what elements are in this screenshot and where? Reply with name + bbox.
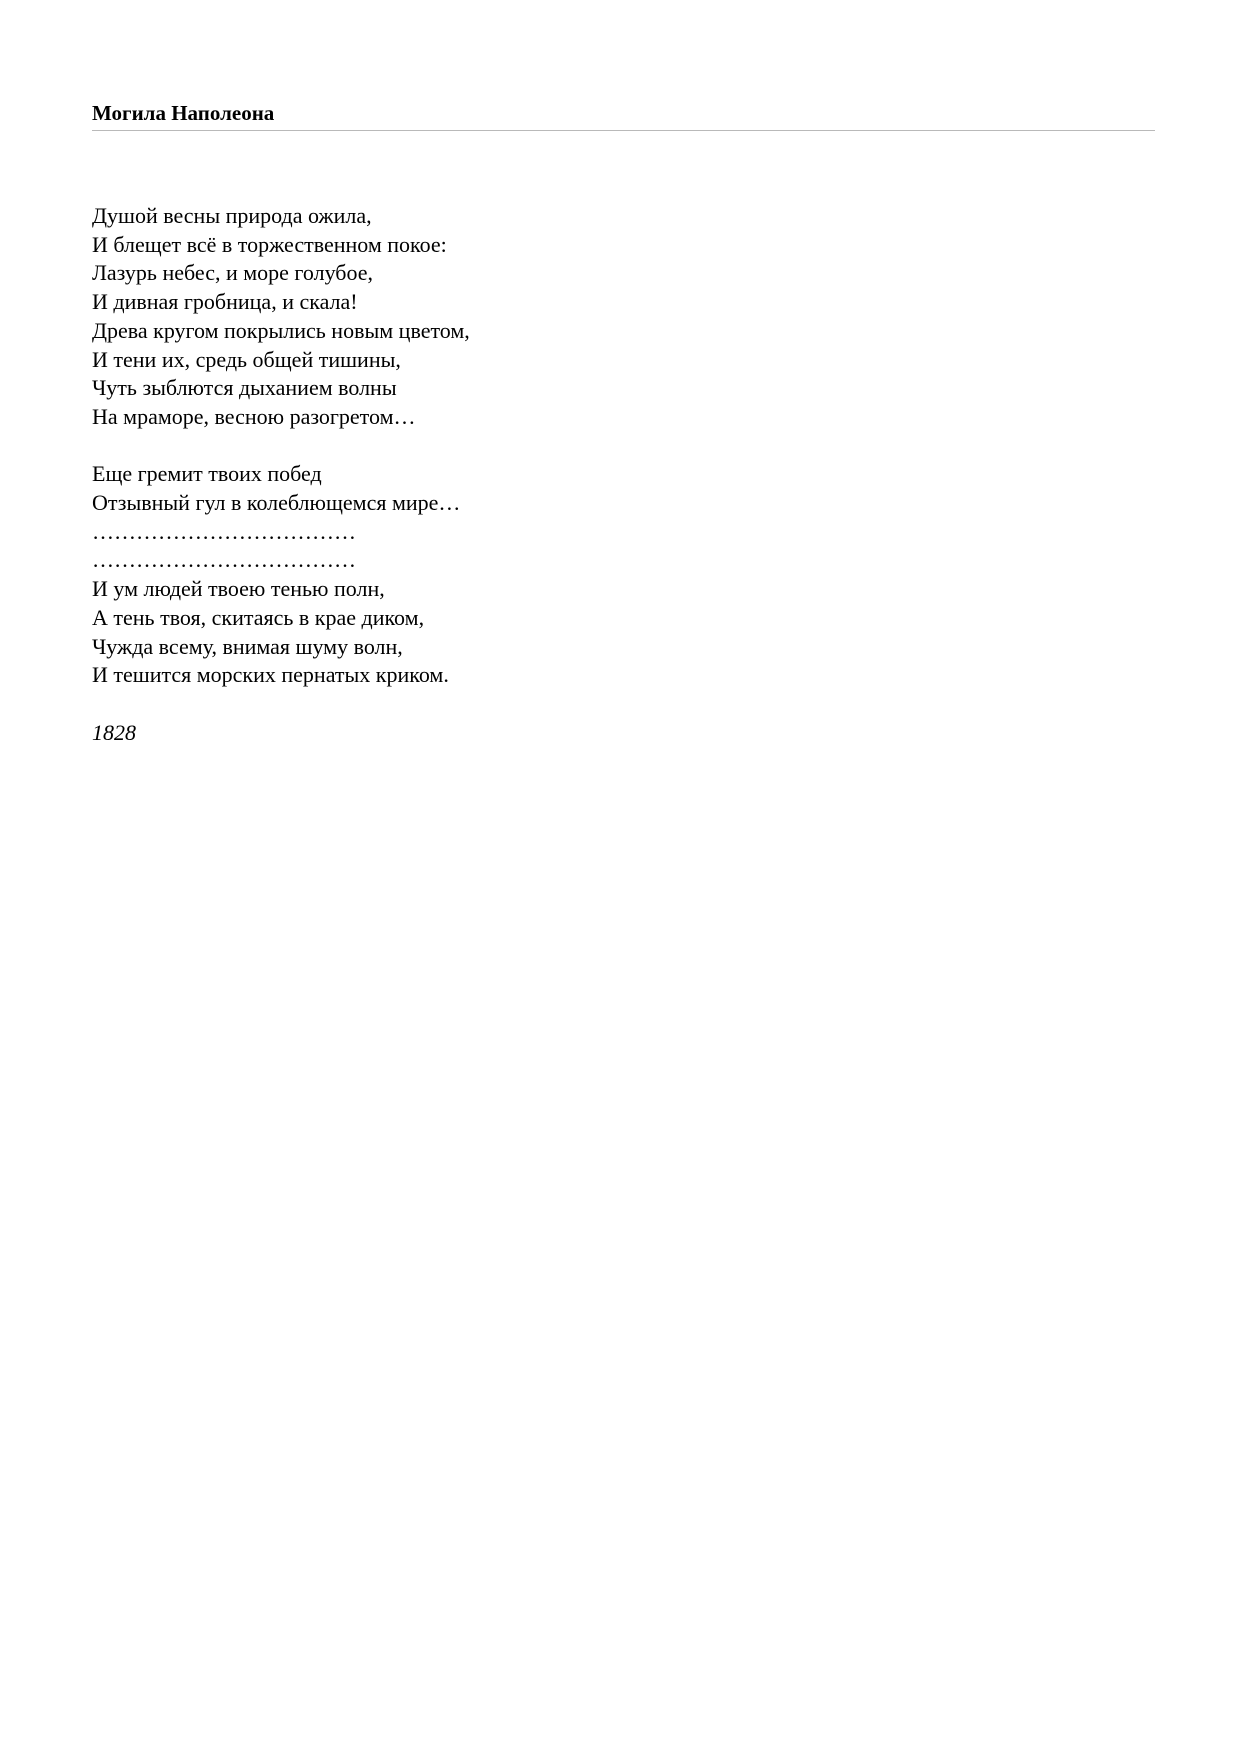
poem-line: Отзывный гул в колеблющемся мире…	[92, 490, 461, 516]
poem-line-ellipsis: ………………………………	[92, 518, 356, 544]
poem-line: И дивная гробница, и скала!	[92, 289, 358, 315]
poem-title: Могила Наполеона	[92, 101, 275, 125]
poem-line: Лазурь небес, и море голубое,	[92, 260, 374, 286]
poem-line: И ум людей твоею тенью полн,	[92, 576, 385, 602]
poem-line: И тени их, средь общей тишины,	[92, 346, 401, 372]
stanza-2	[92, 460, 470, 690]
stanza-1	[92, 202, 470, 432]
poem-line-ellipsis: ………………………………	[92, 547, 356, 573]
poem-line: А тень твоя, скитаясь в крае диком,	[92, 604, 425, 630]
poem-body	[92, 202, 470, 747]
poem-line: Еще гремит твоих побед	[92, 461, 322, 487]
poem-line: И блещет всё в торжественном покое:	[92, 231, 447, 257]
poem-line: На мраморе, весною разогретом…	[92, 403, 416, 429]
poem-line: И тешится морских пернатых криком.	[92, 662, 449, 688]
poem-line: Чуть зыблются дыханием волны	[92, 375, 397, 401]
poem-line: Чужда всему, внимая шуму волн,	[92, 633, 403, 659]
poem-line: Душой весны природа ожила,	[92, 203, 372, 228]
poem-date: 1828	[92, 719, 136, 745]
page-header	[92, 100, 1155, 131]
poem-line: Древа кругом покрылись новым цветом,	[92, 317, 470, 343]
